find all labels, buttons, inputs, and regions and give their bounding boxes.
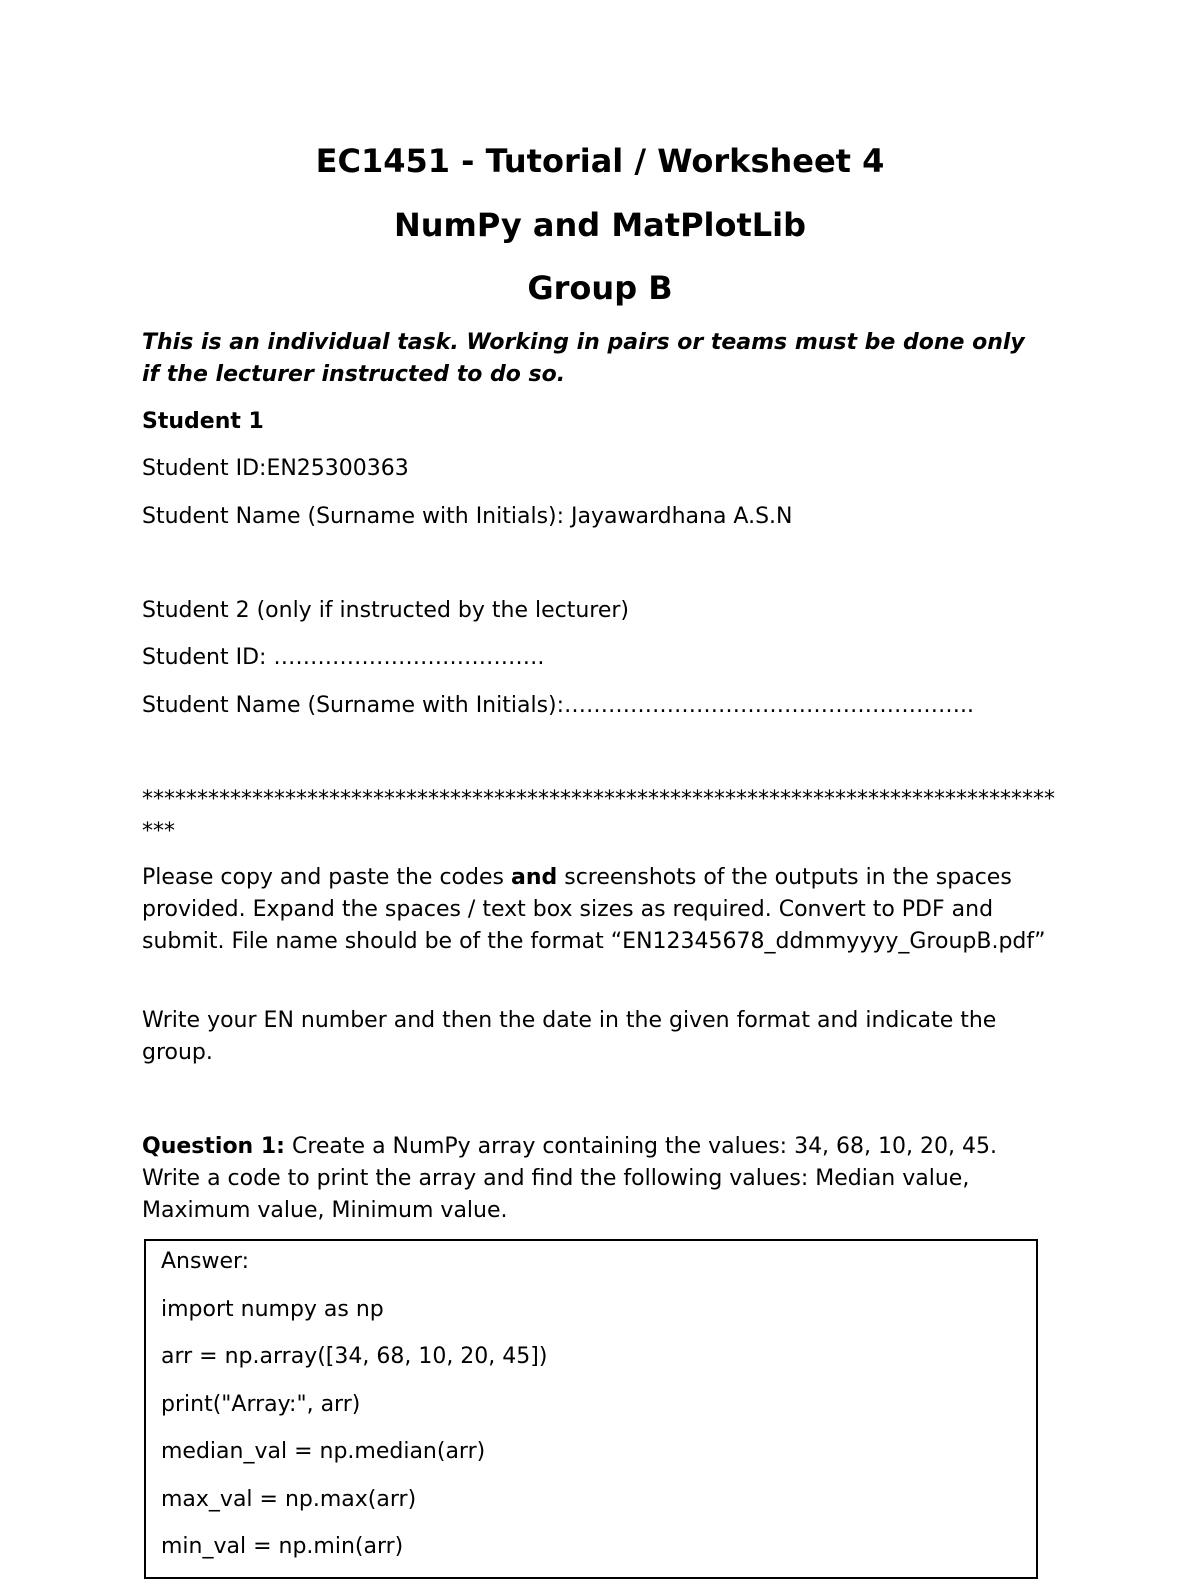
student1-id: Student ID:EN25300363 <box>142 456 409 481</box>
student1-heading: Student 1 <box>142 409 264 434</box>
student2-id: Student ID: ………………………………. <box>142 645 545 670</box>
document-title: EC1451 - Tutorial / Worksheet 4 <box>315 142 885 180</box>
student2-name: Student Name (Surname with Initials):……………………………………………….. <box>142 693 975 718</box>
code-line: print("Array:", arr) <box>161 1391 361 1417</box>
question1-text: Create a NumPy array containing the values: 34, 68, 10, 20, 45. Write a code to print the array and find the following values: Median value, Maximum value, Minimum value. <box>142 1134 997 1223</box>
code-line: median_val = np.median(arr) <box>161 1439 486 1464</box>
individual-task-notice: This is an individual task. Working in pairs or teams must be done only if the lecturer instructed to do so. <box>142 330 1025 387</box>
question1-paragraph <box>142 1131 1062 1227</box>
document-subtitle: NumPy and MatPlotLib <box>393 206 807 244</box>
instructions-bold-and: and <box>510 865 558 890</box>
group-heading: Group B <box>527 269 673 307</box>
answer-heading: Answer: <box>161 1249 250 1274</box>
student2-heading: Student 2 (only if instructed by the lecturer) <box>142 598 630 623</box>
code-line: import numpy as np <box>161 1296 384 1322</box>
instructions-text-1: Please copy and paste the codes <box>142 865 511 890</box>
answer-box <box>144 1239 1038 1579</box>
question1-label: Question 1: <box>142 1134 285 1159</box>
code-line: max_val = np.max(arr) <box>161 1486 417 1512</box>
code-line: min_val = np.min(arr) <box>161 1534 404 1559</box>
code-line: arr = np.array([34, 68, 10, 20, 45]) <box>161 1344 548 1369</box>
instructions-en-number: Write your EN number and then the date in the given format and indicate the group. <box>142 1008 997 1065</box>
student1-name: Student Name (Surname with Initials): Jayawardhana A.S.N <box>142 504 793 529</box>
instructions-text-2: screenshots of the outputs in the spaces provided. Expand the spaces / text box sizes as required. Convert to PDF and submit. File name should be of the format “EN12345678_ddmmyyyy_GroupB.pdf” <box>142 865 1046 954</box>
separator-line: ************************************************************************************** <box>142 787 1055 844</box>
instructions-paragraph <box>142 862 1047 958</box>
